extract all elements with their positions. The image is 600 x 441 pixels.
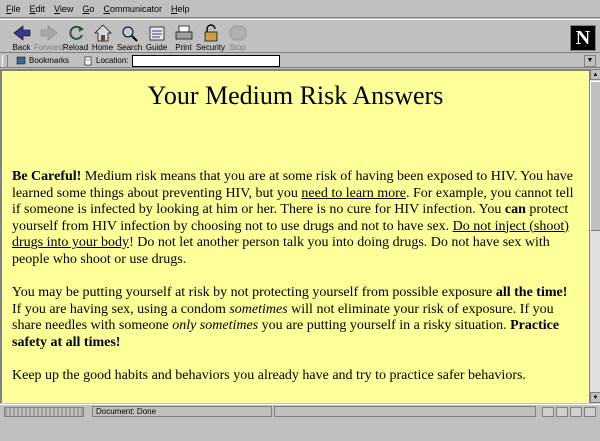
scroll-thumb[interactable] [590, 81, 600, 231]
location-dropdown-button[interactable] [584, 55, 596, 67]
search-icon [119, 23, 141, 43]
menu-edit[interactable]: Edit [29, 3, 46, 14]
guide-icon [146, 23, 168, 43]
back-arrow-icon [11, 23, 33, 43]
location-input[interactable] [132, 55, 280, 67]
stop-icon [227, 23, 249, 43]
menu-file[interactable]: File [6, 3, 21, 14]
chevron-down-icon: ▼ [592, 394, 599, 401]
discussion-icon[interactable] [570, 407, 582, 417]
vertical-scrollbar[interactable] [589, 69, 600, 403]
forward-arrow-icon [38, 23, 60, 43]
paragraph-at-risk: You may be putting yourself at risk by not protecting yourself from possible exposure all the time! If you are having sex, using a condom sometimes will not eliminate your risk of exposure. If you share needles with someone only sometimes you are putting yourself in a risky situation. Practice safety at all times! [12, 285, 568, 350]
progress-bar [4, 407, 84, 417]
menu-help[interactable]: Help [170, 3, 190, 14]
lock-icon [200, 23, 222, 43]
page-content [0, 69, 589, 403]
home-icon [92, 23, 114, 43]
location-bar [0, 54, 600, 68]
menu-communicator[interactable]: Communicator [103, 3, 162, 14]
print-button[interactable]: Print [170, 20, 197, 54]
chevron-down-icon: ▼ [586, 57, 594, 64]
composer-icon[interactable] [584, 407, 596, 417]
window-bottom-area [0, 418, 600, 441]
bookmark-icon [16, 56, 26, 65]
location-label: Location: [83, 56, 128, 66]
netscape-logo-icon[interactable]: N [570, 25, 596, 51]
reload-icon [65, 23, 87, 43]
paragraph-be-careful: Be Careful! Medium risk means that you are at some risk of having been exposed to HIV. You have learned some things about preventing HIV, but you need to learn more. For example, you cannot tell if someone is infected by looking at him or her. There is no cure for HIV infection. You can protect yourself from HIV infection by choosing not to use drugs and not to have sex. Do not inject (shoot) drugs into your body! Do not let another person talk you into doing drugs. Do not have sex with people who shoot or use drugs. [12, 169, 574, 267]
be-careful-lead: Be Careful! [12, 169, 82, 184]
component-bar [540, 407, 596, 417]
menu-view[interactable]: View [54, 3, 74, 14]
toolbar-grip[interactable] [2, 55, 8, 67]
paragraph-good-habits: Keep up the good habits and behaviors you already have and try to practice safer behaviors. [12, 368, 526, 383]
back-button[interactable]: Back [8, 20, 35, 54]
reload-button[interactable]: Reload [62, 20, 89, 54]
location-field-extension [284, 55, 584, 67]
menu-bar [0, 0, 600, 18]
page-proxy-icon[interactable] [83, 56, 93, 66]
bookmarks-button[interactable]: Bookmarks [16, 56, 69, 65]
chevron-up-icon: ▲ [592, 71, 599, 78]
status-filler [274, 406, 536, 417]
mail-icon[interactable] [556, 407, 568, 417]
print-icon [173, 23, 195, 43]
home-button[interactable]: Home [89, 20, 116, 54]
security-button[interactable]: Security [197, 20, 224, 54]
scroll-up-button[interactable] [590, 69, 600, 80]
navigation-toolbar [0, 19, 600, 53]
need-to-learn-more-link[interactable]: need to learn more [301, 185, 406, 201]
search-button[interactable]: Search [116, 20, 143, 54]
guide-button[interactable]: Guide [143, 20, 170, 54]
navigator-icon[interactable] [542, 407, 554, 417]
do-not-inject-drugs-link[interactable]: Do not inject (shoot) drugs into your body [12, 218, 569, 250]
status-bar [0, 404, 600, 418]
status-text: Document: Done [92, 406, 272, 417]
stop-button[interactable]: Stop [224, 20, 251, 54]
menu-go[interactable]: Go [82, 3, 95, 14]
forward-button[interactable]: Forward [35, 20, 62, 54]
scroll-down-button[interactable] [590, 392, 600, 403]
page-title: Your Medium Risk Answers [147, 81, 444, 110]
